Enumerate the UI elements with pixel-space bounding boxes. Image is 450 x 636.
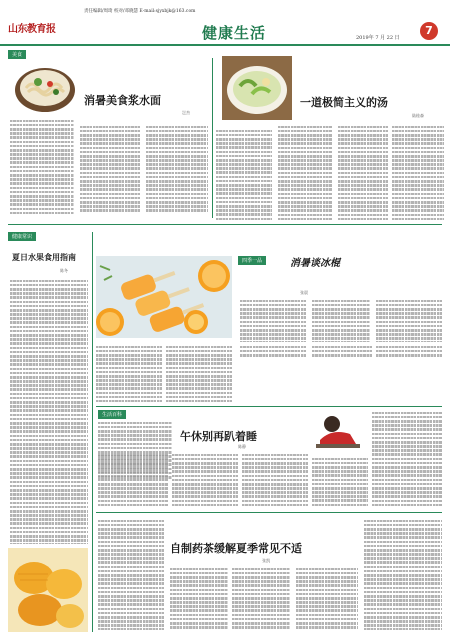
byline-sleep: 陈静 bbox=[238, 444, 246, 449]
article-text-col bbox=[338, 124, 388, 220]
page-number: 7 bbox=[420, 22, 438, 40]
article-text-col bbox=[10, 278, 88, 544]
mango-photo bbox=[8, 548, 88, 632]
section-divider bbox=[96, 512, 442, 513]
article-text-col bbox=[392, 124, 444, 220]
popsicle-photo bbox=[96, 256, 232, 338]
section-tag: 健康常识 bbox=[8, 232, 36, 241]
article-text-col bbox=[232, 566, 290, 630]
headline-fruit: 夏日水果食用指南 bbox=[12, 253, 76, 262]
article-text-col bbox=[170, 566, 228, 630]
article-text-col bbox=[312, 298, 370, 342]
issue-date: 2019年 7 月 22 日 bbox=[356, 35, 400, 41]
headline-noodle: 消暑美食浆水面 bbox=[84, 94, 161, 107]
article-text-col bbox=[166, 344, 232, 402]
section-divider bbox=[8, 224, 442, 225]
section-tag: 四季一品 bbox=[238, 256, 266, 265]
article-text-col bbox=[240, 344, 306, 358]
headline-soup: 一道极简主义的汤 bbox=[300, 96, 388, 109]
article-text-col bbox=[242, 452, 308, 506]
editor-info: 责任编辑/周琦 校对/邓晓慧 E-mail:sjyxbjk@163.com bbox=[84, 9, 196, 14]
article-text-col bbox=[296, 566, 358, 630]
byline-popsicle: 张晨 bbox=[300, 290, 308, 295]
section-tag: 美食 bbox=[8, 50, 26, 59]
headline-popsicle: 消暑谈冰棍 bbox=[290, 258, 340, 269]
article-text-col bbox=[376, 298, 442, 342]
article-text-col bbox=[172, 452, 238, 506]
article-text-col bbox=[312, 456, 368, 506]
column-divider bbox=[212, 58, 213, 218]
article-text-col bbox=[240, 298, 306, 342]
newspaper-logo: 山东教育报 bbox=[8, 24, 56, 35]
column-divider bbox=[92, 232, 93, 632]
article-text-col bbox=[372, 410, 442, 506]
article-text-col bbox=[96, 344, 162, 402]
headline-sleep: 午休别再趴着睡 bbox=[180, 430, 257, 443]
byline-soup: 陆桂森 bbox=[412, 113, 424, 118]
byline-fruit: 陈冬 bbox=[60, 268, 68, 273]
sleeping-person-photo bbox=[314, 410, 362, 452]
section-tag: 生活百科 bbox=[98, 410, 126, 419]
article-text-col bbox=[98, 518, 164, 630]
article-text-col bbox=[10, 118, 74, 214]
article-text-col bbox=[98, 452, 168, 506]
headline-tea: 自制药茶缓解夏季常见不适 bbox=[170, 542, 302, 555]
byline-noodle: 岂杰 bbox=[182, 110, 190, 115]
soup-photo bbox=[222, 56, 292, 120]
article-text-col bbox=[216, 128, 272, 220]
byline-tea: 张凯 bbox=[262, 558, 270, 563]
section-title: 健康生活 bbox=[202, 24, 267, 42]
article-text-col bbox=[278, 124, 332, 220]
article-text-col bbox=[80, 124, 140, 214]
article-text-col bbox=[376, 344, 442, 358]
article-text-col bbox=[146, 124, 208, 214]
noodle-photo bbox=[14, 62, 76, 114]
article-text-col bbox=[364, 518, 442, 630]
article-text-col bbox=[312, 344, 372, 358]
section-divider bbox=[96, 406, 442, 407]
